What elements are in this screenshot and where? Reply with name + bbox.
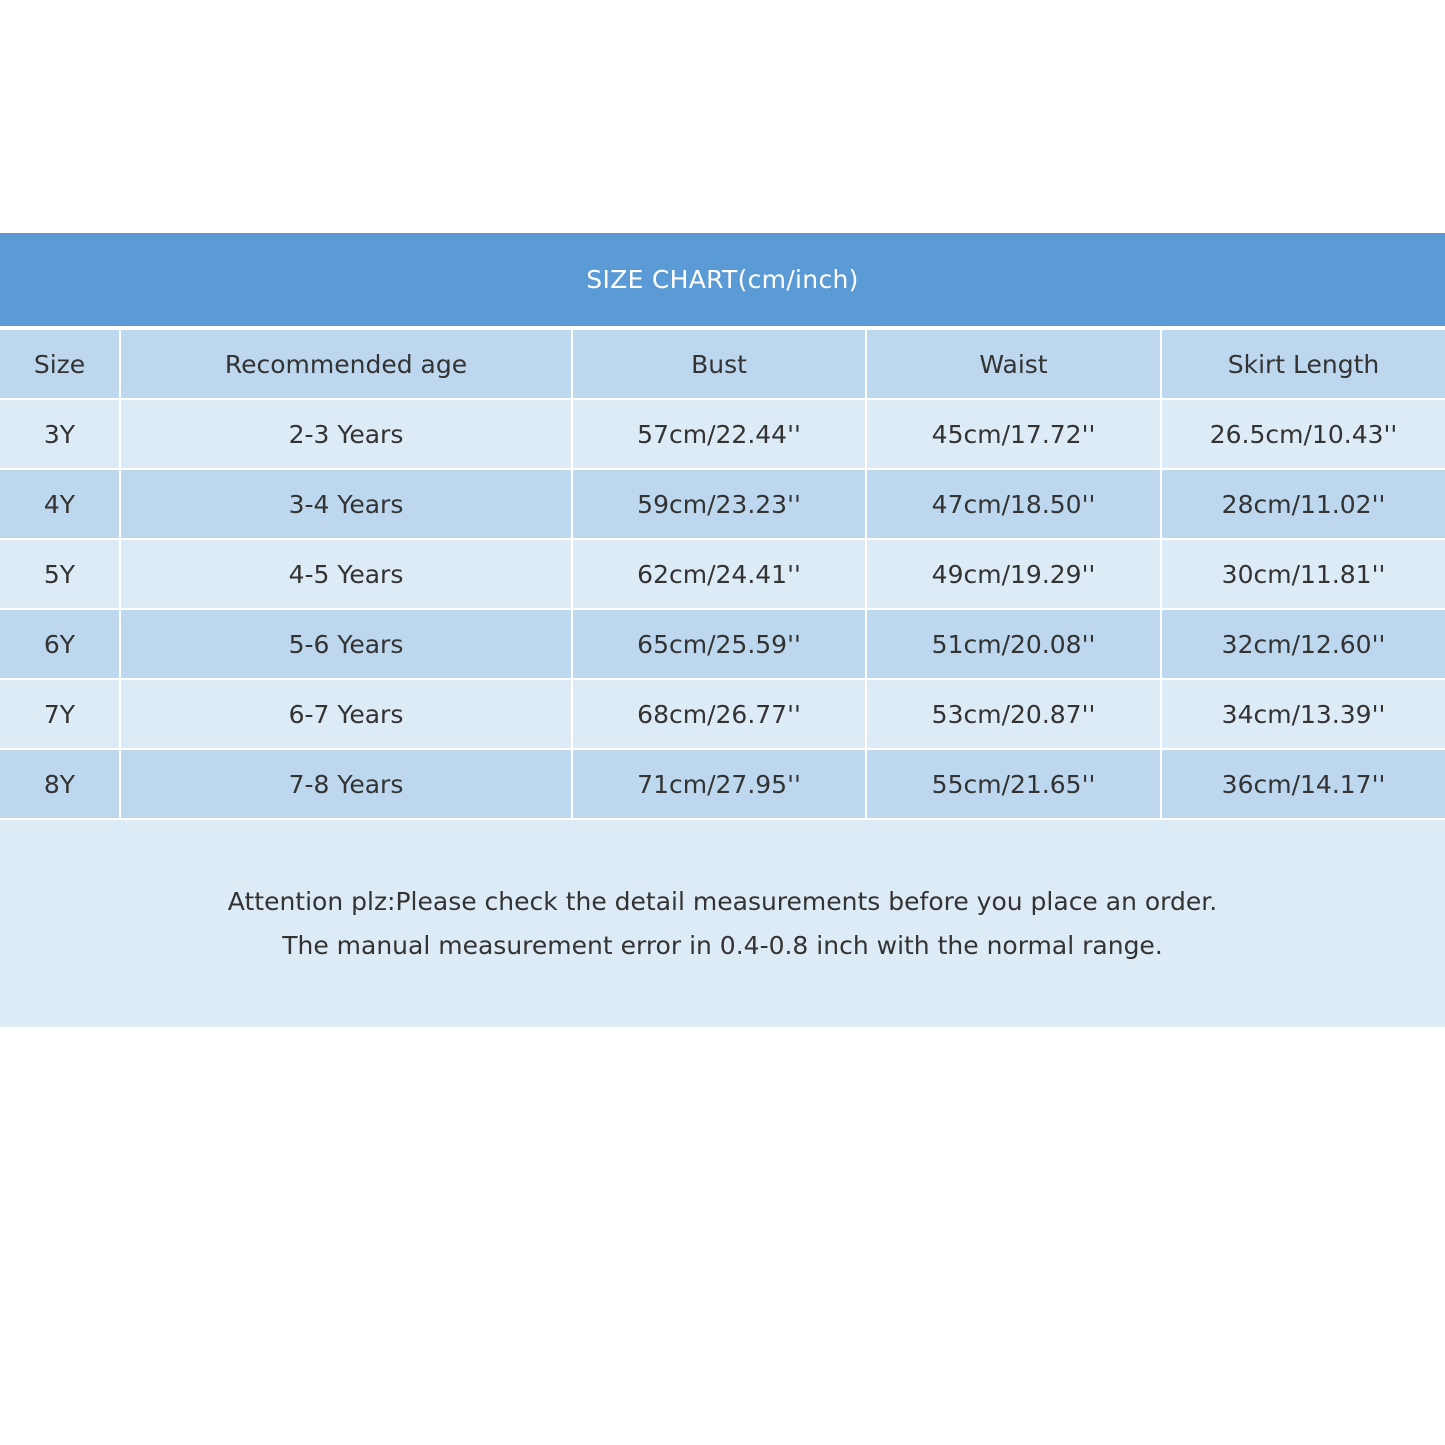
column-header-skirt-length: Skirt Length — [1161, 330, 1445, 399]
cell-skirt-length: 32cm/12.60'' — [1161, 609, 1445, 679]
cell-size: 6Y — [0, 609, 120, 679]
cell-bust: 71cm/27.95'' — [572, 749, 866, 819]
table-header-row — [0, 330, 1445, 399]
cell-waist: 55cm/21.65'' — [866, 749, 1161, 819]
cell-size: 4Y — [0, 469, 120, 539]
cell-bust: 62cm/24.41'' — [572, 539, 866, 609]
cell-bust: 68cm/26.77'' — [572, 679, 866, 749]
cell-skirt-length: 34cm/13.39'' — [1161, 679, 1445, 749]
cell-recommended-age: 6-7 Years — [120, 679, 572, 749]
cell-skirt-length: 28cm/11.02'' — [1161, 469, 1445, 539]
cell-size: 8Y — [0, 749, 120, 819]
cell-recommended-age: 7-8 Years — [120, 749, 572, 819]
cell-skirt-length: 30cm/11.81'' — [1161, 539, 1445, 609]
cell-recommended-age: 4-5 Years — [120, 539, 572, 609]
size-chart-title-bar — [0, 233, 1445, 326]
cell-bust: 65cm/25.59'' — [572, 609, 866, 679]
attention-note-line: Attention plz:Please check the detail measurements before you place an order. — [227, 886, 1218, 916]
cell-waist: 53cm/20.87'' — [866, 679, 1161, 749]
cell-waist: 45cm/17.72'' — [866, 399, 1161, 469]
cell-waist: 51cm/20.08'' — [866, 609, 1161, 679]
cell-recommended-age: 2-3 Years — [120, 399, 572, 469]
cell-recommended-age: 3-4 Years — [120, 469, 572, 539]
size-table — [0, 330, 1445, 820]
cell-skirt-length: 36cm/14.17'' — [1161, 749, 1445, 819]
attention-notes — [0, 820, 1445, 1027]
cell-size: 3Y — [0, 399, 120, 469]
cell-recommended-age: 5-6 Years — [120, 609, 572, 679]
cell-size: 5Y — [0, 539, 120, 609]
table-row — [0, 399, 1445, 469]
cell-waist: 47cm/18.50'' — [866, 469, 1161, 539]
cell-skirt-length: 26.5cm/10.43'' — [1161, 399, 1445, 469]
cell-waist: 49cm/19.29'' — [866, 539, 1161, 609]
cell-bust: 59cm/23.23'' — [572, 469, 866, 539]
attention-note-line: The manual measurement error in 0.4-0.8 inch with the normal range. — [282, 930, 1163, 960]
column-header-size: Size — [0, 330, 120, 399]
size-chart — [0, 233, 1445, 1027]
column-header-bust: Bust — [572, 330, 866, 399]
table-row — [0, 469, 1445, 539]
table-row — [0, 539, 1445, 609]
table-row — [0, 749, 1445, 819]
column-header-waist: Waist — [866, 330, 1161, 399]
cell-size: 7Y — [0, 679, 120, 749]
table-row — [0, 679, 1445, 749]
table-row — [0, 609, 1445, 679]
cell-bust: 57cm/22.44'' — [572, 399, 866, 469]
column-header-recommended-age: Recommended age — [120, 330, 572, 399]
size-chart-title: SIZE CHART(cm/inch) — [586, 265, 859, 294]
